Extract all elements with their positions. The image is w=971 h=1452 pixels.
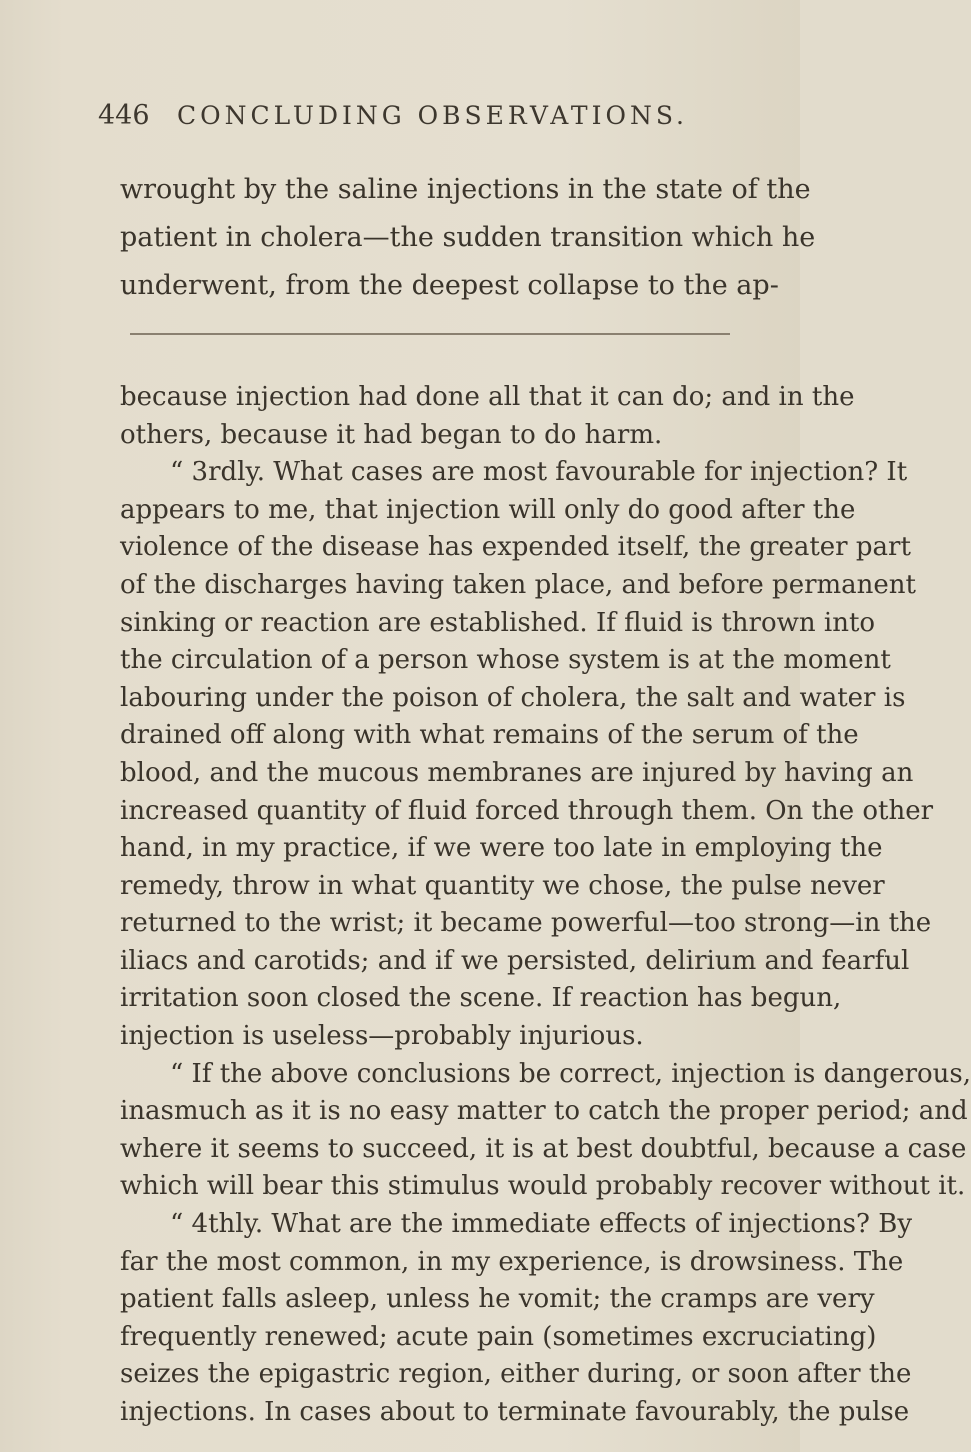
page-number: 446 bbox=[98, 100, 150, 131]
text-line: which will bear this stimulus would probably recover without it. bbox=[120, 1171, 966, 1201]
text-line: increased quantity of fluid forced through them. On the other bbox=[120, 796, 934, 826]
text-line: “ 4thly. What are the immediate effects of injections? By bbox=[170, 1209, 913, 1239]
text-line: violence of the disease has expended itself, the greater part bbox=[120, 532, 911, 562]
text-line: where it seems to succeed, it is at best doubtful, because a case bbox=[120, 1134, 967, 1164]
text-line: because injection had done all that it can do; and in the bbox=[120, 382, 855, 412]
text-line: of the discharges having taken place, and before permanent bbox=[120, 570, 916, 600]
text-line: others, because it had began to do harm. bbox=[120, 420, 663, 450]
section-divider bbox=[130, 333, 730, 335]
text-line: appears to me, that injection will only do good after the bbox=[120, 495, 856, 525]
text-line: irritation soon closed the scene. If reaction has begun, bbox=[120, 983, 842, 1013]
text-line: “ 3rdly. What cases are most favourable for injection? It bbox=[170, 457, 908, 487]
text-line: drained off along with what remains of the serum of the bbox=[120, 720, 859, 750]
text-line: remedy, throw in what quantity we chose, the pulse never bbox=[120, 871, 885, 901]
text-line: “ If the above conclusions be correct, injection is dangerous, bbox=[170, 1059, 971, 1089]
text-line: patient falls asleep, unless he vomit; the cramps are very bbox=[120, 1284, 875, 1314]
text-line: seizes the epigastric region, either during, or soon after the bbox=[120, 1359, 912, 1389]
text-line: injection is useless—probably injurious. bbox=[120, 1021, 644, 1051]
running-title: CONCLUDING OBSERVATIONS. bbox=[177, 101, 688, 130]
text-line: the circulation of a person whose system is at the moment bbox=[120, 645, 891, 675]
text-line: labouring under the poison of cholera, the salt and water is bbox=[120, 683, 906, 713]
text-line: iliacs and carotids; and if we persisted, delirium and fearful bbox=[120, 946, 910, 976]
text-line: far the most common, in my experience, is drowsiness. The bbox=[120, 1247, 904, 1277]
text-line: patient in cholera—the sudden transition which he bbox=[120, 222, 816, 253]
text-line: hand, in my practice, if we were too late in employing the bbox=[120, 833, 883, 863]
text-line: returned to the wrist; it became powerful—too strong—in the bbox=[120, 908, 932, 938]
text-line: frequently renewed; acute pain (sometimes excruciating) bbox=[120, 1322, 877, 1352]
text-line: blood, and the mucous membranes are injured by having an bbox=[120, 758, 914, 788]
text-line: wrought by the saline injections in the state of the bbox=[120, 174, 811, 205]
text-line: underwent, from the deepest collapse to the ap- bbox=[120, 270, 779, 301]
text-line: sinking or reaction are established. If fluid is thrown into bbox=[120, 608, 876, 638]
text-line: inasmuch as it is no easy matter to catch the proper period; and bbox=[120, 1096, 968, 1126]
text-line: injections. In cases about to terminate favourably, the pulse bbox=[120, 1397, 910, 1427]
page-header bbox=[98, 100, 688, 150]
